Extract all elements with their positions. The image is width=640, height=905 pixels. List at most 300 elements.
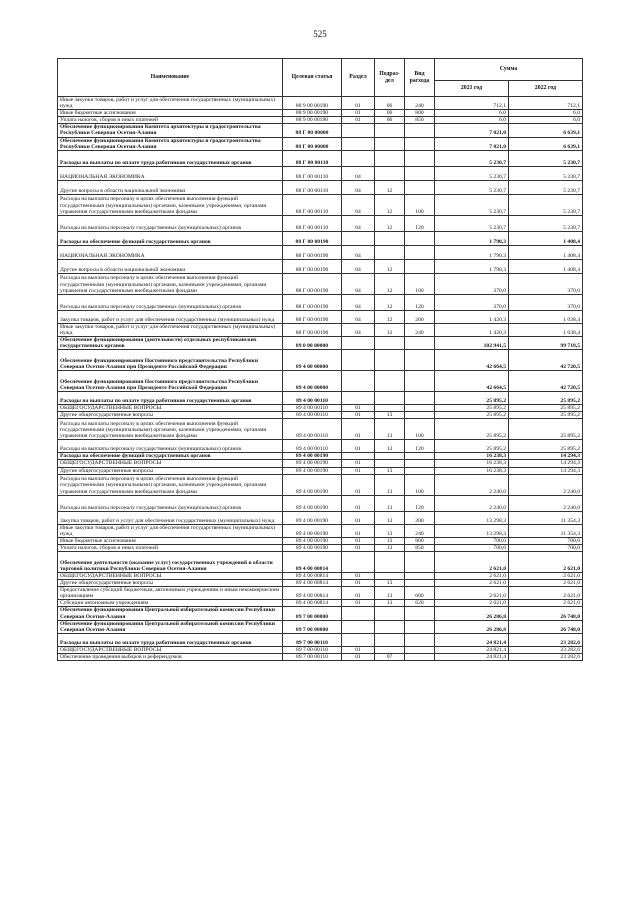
table-row — [58, 245, 583, 259]
cell-razdel — [342, 551, 375, 572]
cell-podrazdel — [375, 137, 405, 150]
cell-podrazdel — [375, 646, 405, 653]
cell-vid — [405, 124, 435, 137]
cell-name: Другие общегосударственные вопросы — [58, 467, 283, 474]
cell-podrazdel: 12 — [375, 194, 405, 215]
cell-code: 89 4 00 00814 — [283, 551, 342, 572]
table-row — [58, 350, 583, 371]
cell-amount-2022: 26 748,0 — [509, 607, 583, 620]
cell-code: 89 4 00 00190 — [283, 474, 342, 495]
cell-amount-2022: 6 639,1 — [509, 137, 583, 150]
cell-name: ОБЩЕГОСУДАРСТВЕННЫЕ ВОПРОСЫ — [58, 572, 283, 579]
cell-amount-2021: 1 790,3 — [435, 245, 509, 259]
cell-name: Другие общегосударственные вопросы — [58, 412, 283, 419]
cell-podrazdel — [375, 460, 405, 467]
cell-podrazdel — [375, 150, 405, 166]
table-row — [58, 572, 583, 579]
header-vid: Вид расхода — [405, 59, 435, 97]
cell-podrazdel — [375, 607, 405, 620]
cell-amount-2022: 99 718,5 — [509, 336, 583, 349]
cell-vid: 100 — [405, 419, 435, 440]
cell-amount-2022: 11 354,3 — [509, 511, 583, 524]
cell-vid — [405, 580, 435, 587]
cell-name: Расходы на выплаты по оплате труда работников государственных органов — [58, 392, 283, 405]
cell-razdel: 01 — [342, 580, 375, 587]
cell-razdel: 01 — [342, 600, 375, 607]
cell-vid: 120 — [405, 440, 435, 453]
cell-podrazdel — [375, 405, 405, 412]
table-row — [58, 371, 583, 392]
cell-name: Другие вопросы в области национальной экономики — [58, 259, 283, 273]
cell-amount-2022: 23 282,6 — [509, 646, 583, 653]
table-row — [58, 117, 583, 124]
cell-podrazdel: 13 — [375, 467, 405, 474]
cell-amount-2022: 5 230,7 — [509, 180, 583, 194]
cell-podrazdel — [375, 633, 405, 646]
cell-podrazdel: 13 — [375, 495, 405, 511]
cell-vid: 120 — [405, 215, 435, 231]
cell-code: 88 Г 00 00190 — [283, 259, 342, 273]
cell-vid — [405, 180, 435, 194]
cell-vid — [405, 350, 435, 371]
cell-amount-2021: 2 621,0 — [435, 587, 509, 600]
cell-amount-2022: 5 230,7 — [509, 215, 583, 231]
cell-name: Иные бюджетные ассигнования — [58, 110, 283, 117]
cell-podrazdel: 12 — [375, 294, 405, 310]
cell-amount-2021: 42 664,5 — [435, 350, 509, 371]
cell-amount-2022: 25 895,2 — [509, 440, 583, 453]
cell-podrazdel: 12 — [375, 180, 405, 194]
table-row — [58, 544, 583, 551]
cell-code: 89 7 00 00000 — [283, 607, 342, 620]
cell-name: Расходы на выплаты персоналу государственных (муниципальных) органов — [58, 495, 283, 511]
table-row — [58, 294, 583, 310]
table-row — [58, 336, 583, 349]
cell-amount-2021: 24 821,4 — [435, 653, 509, 660]
table-row — [58, 653, 583, 660]
cell-vid — [405, 137, 435, 150]
cell-code: 88 Г 00 00110 — [283, 166, 342, 180]
cell-vid — [405, 467, 435, 474]
table-row — [58, 259, 583, 273]
cell-name: Предоставление субсидий бюджетным, автономным учреждениям и иным некоммерческим организациям — [58, 587, 283, 600]
cell-razdel: 01 — [342, 587, 375, 600]
cell-name: Иные закупки товаров, работ и услуг для обеспечения государственных (муниципальных) нужд — [58, 524, 283, 537]
cell-name: Уплата налогов, сборов и иных платежей — [58, 544, 283, 551]
cell-podrazdel — [375, 392, 405, 405]
cell-code: 88 Г 00 00110 — [283, 194, 342, 215]
cell-amount-2022: 11 354,3 — [509, 524, 583, 537]
table-row — [58, 495, 583, 511]
cell-razdel: 01 — [342, 405, 375, 412]
cell-name: Обеспечение функционирования Постоянного представительства Республики Северная Осетия-Алания при Президенте Российской Федерации — [58, 350, 283, 371]
cell-podrazdel — [375, 350, 405, 371]
cell-amount-2021: 7 021,0 — [435, 124, 509, 137]
cell-amount-2022: 2 621,0 — [509, 551, 583, 572]
cell-amount-2021: 24 821,4 — [435, 646, 509, 653]
cell-name: Иные закупки товаров, работ и услуг для обеспечения государственных (муниципальных) нужд — [58, 323, 283, 336]
cell-amount-2021: 1 790,3 — [435, 231, 509, 245]
cell-amount-2021: 26 286,8 — [435, 607, 509, 620]
table-row — [58, 646, 583, 653]
cell-podrazdel: 06 — [375, 117, 405, 124]
cell-amount-2022: 1 408,4 — [509, 245, 583, 259]
cell-amount-2021: 25 895,2 — [435, 392, 509, 405]
cell-amount-2022: 5 230,7 — [509, 194, 583, 215]
cell-amount-2021: 6,0 — [435, 110, 509, 117]
cell-name: Субсидии автономным учреждениям — [58, 600, 283, 607]
cell-code: 89 4 00 00814 — [283, 580, 342, 587]
cell-amount-2021: 1 420,3 — [435, 310, 509, 323]
table-row — [58, 124, 583, 137]
cell-amount-2021: 2 621,0 — [435, 580, 509, 587]
cell-vid: 100 — [405, 273, 435, 294]
cell-amount-2021: 5 230,7 — [435, 150, 509, 166]
cell-vid — [405, 336, 435, 349]
cell-code: 89 4 00 00814 — [283, 600, 342, 607]
cell-amount-2022: 5 230,7 — [509, 150, 583, 166]
cell-vid: 120 — [405, 294, 435, 310]
table-row — [58, 460, 583, 467]
cell-amount-2021: 2 621,0 — [435, 551, 509, 572]
cell-amount-2022: 2 621,0 — [509, 587, 583, 600]
cell-amount-2021: 25 895,2 — [435, 412, 509, 419]
cell-name: Расходы на выплаты персоналу государственных (муниципальных) органов — [58, 440, 283, 453]
cell-amount-2022: 14 294,3 — [509, 460, 583, 467]
cell-razdel: 01 — [342, 117, 375, 124]
table-row — [58, 587, 583, 600]
cell-razdel: 01 — [342, 460, 375, 467]
cell-code: 88 Г 00 00110 — [283, 150, 342, 166]
cell-amount-2022: 6,0 — [509, 117, 583, 124]
table-row — [58, 97, 583, 110]
cell-podrazdel — [375, 620, 405, 633]
cell-podrazdel — [375, 245, 405, 259]
cell-razdel: 01 — [342, 544, 375, 551]
cell-vid — [405, 633, 435, 646]
cell-razdel: 01 — [342, 524, 375, 537]
cell-razdel — [342, 453, 375, 460]
cell-code: 88 Г 00 00190 — [283, 294, 342, 310]
cell-razdel: 01 — [342, 646, 375, 653]
cell-podrazdel — [375, 166, 405, 180]
cell-amount-2021: 700,0 — [435, 537, 509, 544]
cell-amount-2022: 1 408,4 — [509, 231, 583, 245]
header-podrazdel: Подраз- дел — [375, 59, 405, 97]
cell-name: Другие вопросы в области национальной экономики — [58, 180, 283, 194]
cell-code: 89 7 00 00110 — [283, 633, 342, 646]
cell-razdel: 04 — [342, 180, 375, 194]
cell-amount-2021: 7 021,0 — [435, 137, 509, 150]
table-row — [58, 440, 583, 453]
cell-vid — [405, 245, 435, 259]
cell-amount-2021: 2 621,0 — [435, 600, 509, 607]
cell-podrazdel: 13 — [375, 537, 405, 544]
cell-code: 89 4 00 00190 — [283, 453, 342, 460]
cell-amount-2022: 712,1 — [509, 97, 583, 110]
cell-code: 88 Г 00 00110 — [283, 180, 342, 194]
cell-razdel: 01 — [342, 474, 375, 495]
cell-amount-2021: 5 230,7 — [435, 166, 509, 180]
cell-name: Расходы на выплаты персоналу государственных (муниципальных) органов — [58, 294, 283, 310]
cell-vid — [405, 453, 435, 460]
cell-amount-2022: 2 621,0 — [509, 572, 583, 579]
cell-name: Расходы на обеспечение функций государственных органов — [58, 231, 283, 245]
cell-razdel — [342, 231, 375, 245]
cell-amount-2022: 25 895,2 — [509, 419, 583, 440]
cell-razdel: 01 — [342, 572, 375, 579]
header-summa: Сумма — [435, 59, 583, 81]
cell-vid — [405, 607, 435, 620]
cell-amount-2021: 25 895,2 — [435, 419, 509, 440]
cell-podrazdel — [375, 453, 405, 460]
cell-amount-2021: 16 238,3 — [435, 460, 509, 467]
header-year-2021: 2021 год — [435, 81, 509, 97]
cell-amount-2021: 1 790,3 — [435, 259, 509, 273]
table-row — [58, 607, 583, 620]
cell-name: Обеспечение функционирования Комитета архитектуры и градостроительства Республики Северная Осетия-Алания — [58, 137, 283, 150]
cell-code: 89 4 00 00190 — [283, 511, 342, 524]
cell-podrazdel — [375, 231, 405, 245]
cell-amount-2021: 25 895,2 — [435, 405, 509, 412]
cell-amount-2022: 14 294,3 — [509, 453, 583, 460]
cell-podrazdel: 13 — [375, 587, 405, 600]
cell-amount-2022: 25 895,2 — [509, 392, 583, 405]
cell-amount-2022: 2 621,0 — [509, 580, 583, 587]
budget-table — [57, 58, 583, 661]
cell-code: 89 0 00 00000 — [283, 336, 342, 349]
cell-code: 88 9 00 00190 — [283, 110, 342, 117]
cell-vid: 240 — [405, 323, 435, 336]
cell-podrazdel: 12 — [375, 273, 405, 294]
cell-amount-2021: 13 298,3 — [435, 524, 509, 537]
cell-name: Расходы на выплаты персоналу государственных (муниципальных) органов — [58, 215, 283, 231]
cell-amount-2021: 2 621,0 — [435, 572, 509, 579]
cell-razdel: 01 — [342, 412, 375, 419]
cell-amount-2021: 370,0 — [435, 294, 509, 310]
cell-amount-2022: 5 230,7 — [509, 166, 583, 180]
table-row — [58, 166, 583, 180]
cell-podrazdel — [375, 551, 405, 572]
cell-name: Иные бюджетные ассигнования — [58, 537, 283, 544]
cell-amount-2022: 700,0 — [509, 537, 583, 544]
table-row — [58, 620, 583, 633]
cell-vid — [405, 646, 435, 653]
cell-podrazdel — [375, 572, 405, 579]
cell-name: Обеспечение деятельности (оказание услуг) государственных учреждений в области торговой политики Республики Северная Осетия-Алания — [58, 551, 283, 572]
header-code: Целевая статья — [283, 59, 342, 97]
cell-podrazdel — [375, 336, 405, 349]
cell-vid: 850 — [405, 544, 435, 551]
cell-podrazdel — [375, 371, 405, 392]
cell-code: 89 4 00 00110 — [283, 412, 342, 419]
cell-vid: 240 — [405, 97, 435, 110]
cell-razdel: 04 — [342, 166, 375, 180]
cell-name: ОБЩЕГОСУДАРСТВЕННЫЕ ВОПРОСЫ — [58, 460, 283, 467]
cell-code: 89 4 00 00190 — [283, 495, 342, 511]
cell-code: 89 4 00 00110 — [283, 405, 342, 412]
cell-amount-2022: 25 895,2 — [509, 412, 583, 419]
header-year-2022: 2022 год — [509, 81, 583, 97]
cell-vid: 800 — [405, 110, 435, 117]
cell-vid: 200 — [405, 511, 435, 524]
cell-code: 89 4 00 00190 — [283, 467, 342, 474]
cell-razdel — [342, 371, 375, 392]
cell-amount-2021: 102 941,5 — [435, 336, 509, 349]
cell-razdel: 04 — [342, 259, 375, 273]
cell-vid: 600 — [405, 587, 435, 600]
cell-amount-2021: 6,0 — [435, 117, 509, 124]
cell-name: Обеспечение функционирования (деятельности) отдельных республиканских государственных органов — [58, 336, 283, 349]
cell-amount-2022: 42 720,5 — [509, 371, 583, 392]
cell-amount-2021: 24 821,4 — [435, 633, 509, 646]
cell-name: Обеспечение функционирования Постоянного представительства Республики Северная Осетия-Алания при Президенте Российской Федерации — [58, 371, 283, 392]
table-row — [58, 150, 583, 166]
cell-name: Расходы на выплаты по оплате труда работников государственных органов — [58, 633, 283, 646]
table-row — [58, 405, 583, 412]
cell-amount-2021: 700,0 — [435, 544, 509, 551]
cell-vid: 100 — [405, 194, 435, 215]
cell-amount-2021: 5 230,7 — [435, 215, 509, 231]
cell-vid: 200 — [405, 310, 435, 323]
cell-amount-2022: 23 282,6 — [509, 653, 583, 660]
cell-podrazdel: 12 — [375, 323, 405, 336]
cell-code: 89 4 00 00000 — [283, 350, 342, 371]
cell-vid — [405, 460, 435, 467]
cell-razdel: 04 — [342, 310, 375, 323]
cell-podrazdel: 13 — [375, 419, 405, 440]
cell-amount-2022: 1 038,4 — [509, 310, 583, 323]
cell-amount-2021: 370,0 — [435, 273, 509, 294]
cell-code: 88 Г 00 00190 — [283, 273, 342, 294]
cell-razdel: 01 — [342, 110, 375, 117]
cell-razdel — [342, 150, 375, 166]
cell-podrazdel: 13 — [375, 600, 405, 607]
cell-name: Обеспечение проведения выборов и референдумов — [58, 653, 283, 660]
cell-razdel: 04 — [342, 294, 375, 310]
cell-code: 88 Г 00 00000 — [283, 137, 342, 150]
header-razdel: Раздел — [342, 59, 375, 97]
cell-podrazdel: 06 — [375, 97, 405, 110]
cell-name: Другие общегосударственные вопросы — [58, 580, 283, 587]
cell-amount-2021: 16 238,3 — [435, 453, 509, 460]
cell-amount-2022: 42 720,5 — [509, 350, 583, 371]
cell-amount-2022: 2 621,0 — [509, 600, 583, 607]
table-row — [58, 453, 583, 460]
cell-code: 89 4 00 00110 — [283, 392, 342, 405]
cell-razdel: 01 — [342, 653, 375, 660]
cell-code: 88 9 00 00190 — [283, 97, 342, 110]
cell-code: 88 Г 00 00000 — [283, 124, 342, 137]
table-row — [58, 180, 583, 194]
cell-name: ОБЩЕГОСУДАРСТВЕННЫЕ ВОПРОСЫ — [58, 405, 283, 412]
cell-code: 89 4 00 00190 — [283, 537, 342, 544]
cell-name: НАЦИОНАЛЬНАЯ ЭКОНОМИКА — [58, 245, 283, 259]
cell-podrazdel: 12 — [375, 310, 405, 323]
table-row — [58, 633, 583, 646]
cell-razdel — [342, 620, 375, 633]
cell-vid — [405, 166, 435, 180]
cell-amount-2022: 2 240,0 — [509, 495, 583, 511]
cell-razdel: 01 — [342, 537, 375, 544]
cell-amount-2022: 23 282,6 — [509, 633, 583, 646]
table-row — [58, 467, 583, 474]
cell-amount-2022: 14 294,3 — [509, 467, 583, 474]
cell-name: Обеспечение функционирования Центральной избирательной комиссии Республики Северная Осетия-Алания — [58, 620, 283, 633]
cell-vid: 620 — [405, 600, 435, 607]
cell-razdel: 01 — [342, 511, 375, 524]
cell-podrazdel: 13 — [375, 412, 405, 419]
cell-razdel: 01 — [342, 467, 375, 474]
cell-vid: 120 — [405, 495, 435, 511]
cell-amount-2022: 26 748,0 — [509, 620, 583, 633]
cell-razdel: 01 — [342, 419, 375, 440]
cell-code: 89 4 00 00190 — [283, 524, 342, 537]
cell-vid — [405, 371, 435, 392]
table-row — [58, 323, 583, 336]
cell-razdel — [342, 392, 375, 405]
cell-code: 89 4 00 00190 — [283, 544, 342, 551]
cell-name: Расходы на выплаты персоналу в целях обеспечения выполнения функций государственными (муниципальными) органами, казенными учреждениями, органами управления государственными внебюджетными фондами — [58, 194, 283, 215]
cell-name: Закупка товаров, работ и услуг для обеспечения государственных (муниципальных) нужд — [58, 511, 283, 524]
cell-podrazdel: 13 — [375, 511, 405, 524]
cell-amount-2021: 2 240,0 — [435, 474, 509, 495]
cell-name: Обеспечение функционирования Комитета архитектуры и градостроительства Республики Северная Осетия-Алания — [58, 124, 283, 137]
cell-amount-2021: 16 238,3 — [435, 467, 509, 474]
cell-amount-2022: 1 408,4 — [509, 259, 583, 273]
cell-name: Обеспечение функционирования Центральной избирательной комиссии Республики Северная Осетия-Алания — [58, 607, 283, 620]
cell-razdel — [342, 137, 375, 150]
cell-name: Расходы на выплаты по оплате труда работников государственных органов — [58, 150, 283, 166]
cell-code: 89 7 00 00110 — [283, 646, 342, 653]
cell-name: Расходы на выплаты персоналу в целях обеспечения выполнения функций государственными (муниципальными) органами, казенными учреждениями, органами управления государственными внебюджетными фондами — [58, 273, 283, 294]
cell-razdel — [342, 633, 375, 646]
cell-amount-2022: 1 038,4 — [509, 323, 583, 336]
cell-vid: 100 — [405, 474, 435, 495]
cell-code: 89 4 00 00110 — [283, 419, 342, 440]
cell-code: 88 Г 00 00190 — [283, 323, 342, 336]
table-row — [58, 231, 583, 245]
table-row — [58, 110, 583, 117]
table-row — [58, 137, 583, 150]
cell-podrazdel: 12 — [375, 215, 405, 231]
cell-razdel — [342, 350, 375, 371]
cell-amount-2022: 370,0 — [509, 273, 583, 294]
table-row — [58, 537, 583, 544]
cell-amount-2021: 5 230,7 — [435, 194, 509, 215]
table-row — [58, 600, 583, 607]
table-row — [58, 419, 583, 440]
cell-name: ОБЩЕГОСУДАРСТВЕННЫЕ ВОПРОСЫ — [58, 646, 283, 653]
cell-podrazdel: 12 — [375, 259, 405, 273]
cell-razdel: 01 — [342, 440, 375, 453]
cell-amount-2021: 2 240,0 — [435, 495, 509, 511]
cell-code: 89 4 00 00110 — [283, 440, 342, 453]
cell-vid: 800 — [405, 537, 435, 544]
cell-vid — [405, 620, 435, 633]
cell-amount-2022: 25 895,2 — [509, 405, 583, 412]
cell-vid: 850 — [405, 117, 435, 124]
cell-amount-2021: 26 286,8 — [435, 620, 509, 633]
table-row — [58, 412, 583, 419]
cell-podrazdel: 13 — [375, 474, 405, 495]
cell-code: 88 Г 00 00190 — [283, 310, 342, 323]
table-row — [58, 310, 583, 323]
cell-name: Закупка товаров, работ и услуг для обеспечения государственных (муниципальных) нужд — [58, 310, 283, 323]
cell-podrazdel: 13 — [375, 524, 405, 537]
table-row — [58, 392, 583, 405]
cell-amount-2021: 5 230,7 — [435, 180, 509, 194]
